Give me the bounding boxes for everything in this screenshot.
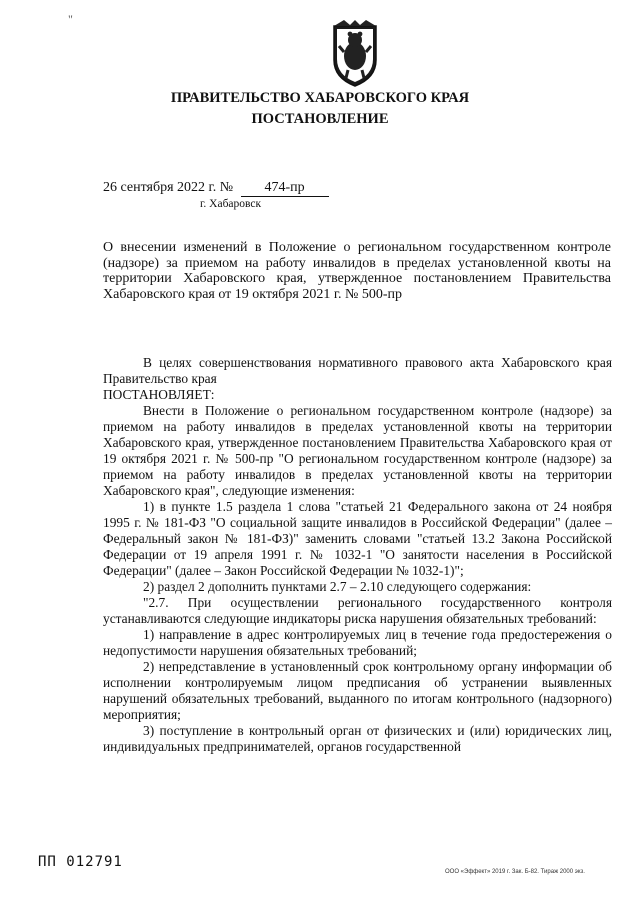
corner-mark: " — [68, 12, 73, 26]
list-item: 2) непредставление в установленный срок контрольному органу информации об исполнении контролируемым лицом предписания об устранении выявленных нарушений обязательных требований, выданного по итогам контрольного (надзорного) мероприятия; — [103, 659, 612, 722]
document-subject: О внесении изменений в Положение о региональном государственном контроле (надзоре) за приемом на работу инвалидов в пределах установленной квоты на территории Хабаровского края, утвержденное постановлением Правительства Хабаровского края от 19 октября 2021 г. № 500-пр — [103, 240, 611, 302]
organization-title: ПРАВИТЕЛЬСТВО ХАБАРОВСКОГО КРАЯ — [170, 90, 470, 106]
list-item: 1) направление в адрес контролируемых лиц в течение года предостережения о недопустимости нарушения обязательных требований; — [103, 627, 612, 658]
number-sign: № — [219, 180, 234, 195]
serial-number: ПП 012791 — [38, 854, 123, 870]
city: г. Хабаровск — [200, 198, 262, 210]
body-paragraph: Внести в Положение о региональном государственном контроле (надзоре) за приемом на работу инвалидов в пределах установленной квоты на территории Хабаровского края, утвержденное постановлением Правительства Хабаровского края от 19 октября 2021 г. № 500-пр "О региональном государственном контроле (надзоре) за приемом на работу инвалидов в пределах установленной квоты на территории Хабаровского края", следующие изменения: — [103, 403, 612, 498]
coat-of-arms-emblem — [330, 20, 380, 88]
resolves-heading: ПОСТАНОВЛЯЕТ: — [103, 387, 215, 402]
date-number-line — [103, 180, 329, 197]
list-item: 3) поступление в контрольный орган от физических и (или) юридических лиц, индивидуальных предпринимателей, органов государственной — [103, 723, 612, 754]
list-item: 2) раздел 2 дополнить пунктами 2.7 – 2.10 следующего содержания: — [143, 579, 532, 594]
preamble-paragraph: В целях совершенствования нормативного правового акта Хабаровского края Правительство края — [103, 355, 612, 386]
list-item: 1) в пункте 1.5 раздела 1 слова "статьей 21 Федерального закона от 24 ноября 1995 г. № 181-ФЗ "О социальной защите инвалидов в Российской Федерации" (далее – Федеральный закон № 181-ФЗ)" заменить словами "статьей 13.2 Закона Российской Федерации от 19 апреля 1991 г. № 1032-1 "О занятости населения в Российской Федерации" (далее – Закон Российской Федерации № 1032-1)"; — [103, 499, 612, 578]
document-number: 474-пр — [241, 180, 329, 197]
document-body — [103, 355, 612, 755]
print-info: ООО «Эффект» 2019 г. Зак. Б-82. Тираж 2000 экз. — [445, 869, 585, 875]
document-date: 26 сентября 2022 г. — [103, 180, 217, 195]
body-paragraph: "2.7. При осуществлении регионального государственного контроля устанавливаются следующие индикаторы риска нарушения обязательных требований: — [103, 595, 612, 626]
document-type-title: ПОСТАНОВЛЕНИЕ — [251, 111, 389, 127]
